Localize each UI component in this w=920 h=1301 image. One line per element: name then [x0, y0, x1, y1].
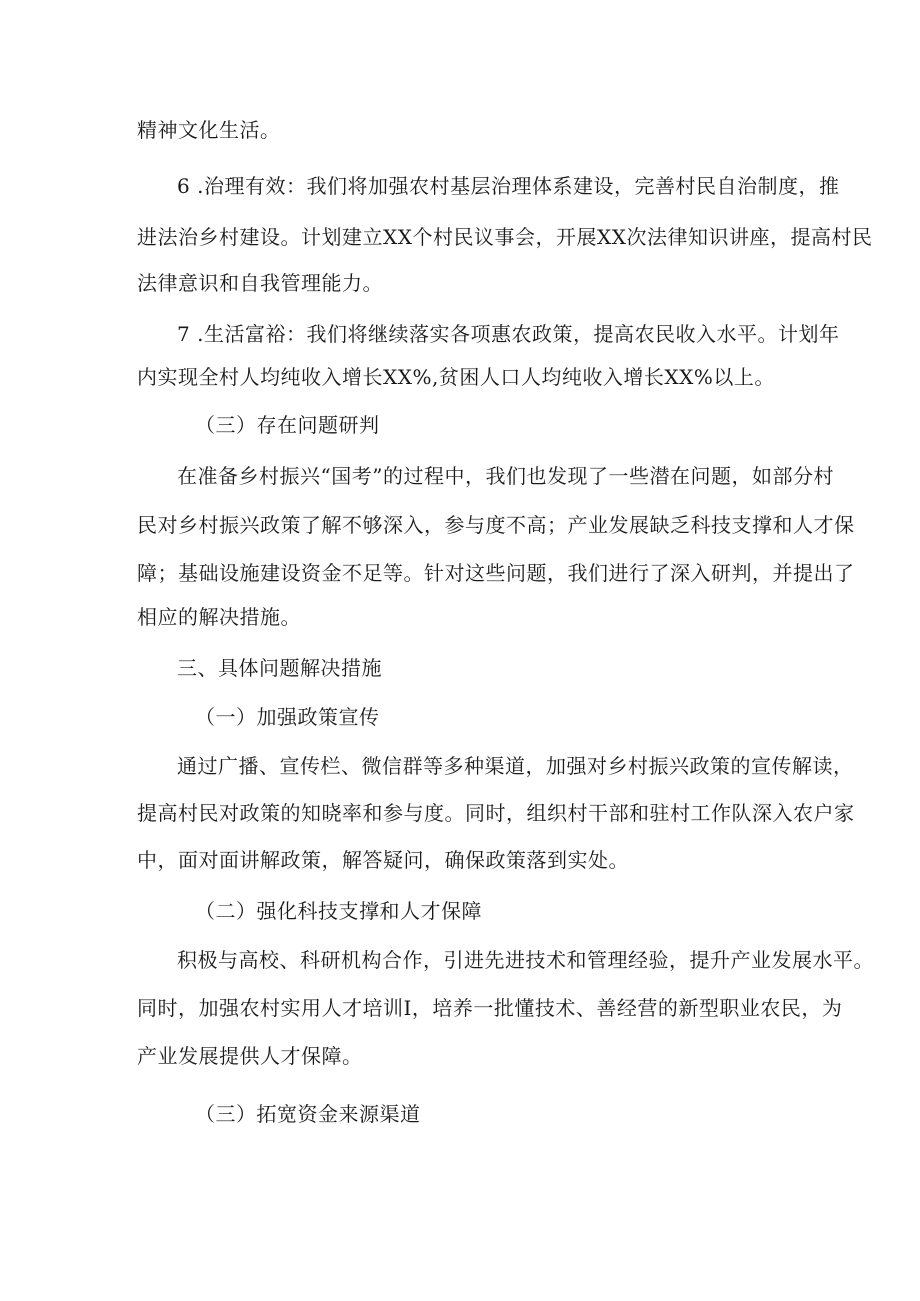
paragraph-line: 积极与高校、科研机构合作，引进先进技术和管理经验，提升产业发展水平。 — [177, 948, 874, 972]
paragraph-line: 中，面对面讲解政策，解答疑问，确保政策落到实处。 — [137, 848, 629, 872]
paragraph-line: 提高村民对政策的知晓率和参与度。同时，组织村干部和驻村工作队深入农户家 — [137, 801, 855, 825]
section-heading: （三）存在问题研判 — [195, 413, 380, 437]
paragraph-line: 产业发展提供人才保障。 — [137, 1044, 363, 1068]
paragraph-line: 障；基础设施建设资金不足等。针对这些问题，我们进行了深入研判，并提出了 — [137, 561, 855, 585]
paragraph-line: 相应的解决措施。 — [137, 605, 301, 629]
list-item-6-line-1: 6 .治理有效：我们将加强农村基层治理体系建设，完善村民自治制度，推 — [177, 174, 840, 198]
paragraph-line: 民对乡村振兴政策了解不够深入，参与度不高；产业发展缺乏科技支撑和人才保 — [137, 513, 855, 537]
list-item-6-line-2: 进法治乡村建设。计划建立XX个村民议事会，开展XX次法律知识讲座，提高村民 — [137, 225, 873, 249]
paragraph-line: 精神文化生活。 — [137, 118, 281, 142]
section-heading: （三）拓宽资金来源渠道 — [195, 1102, 421, 1126]
paragraph-line: 通过广播、宣传栏、微信群等多种渠道，加强对乡村振兴政策的宣传解读， — [177, 754, 854, 778]
list-item-6-line-3: 法律意识和自我管理能力。 — [137, 271, 383, 295]
section-heading: （一）加强政策宣传 — [195, 705, 380, 729]
section-heading: （二）强化科技支撑和人才保障 — [195, 899, 482, 923]
chapter-heading: 三、具体问题解决措施 — [177, 656, 382, 680]
paragraph-line: 在准备乡村振兴“国考”的过程中，我们也发现了一些潜在问题，如部分村 — [177, 464, 834, 488]
list-item-7-line-1: 7 .生活富裕：我们将继续落实各项惠农政策，提高农民收入水平。计划年 — [177, 322, 840, 346]
list-item-7-line-2: 内实现全村人均纯收入增长XX%,贫困人口人均纯收入增长XX%以上。 — [137, 365, 775, 389]
paragraph-line: 同时，加强农村实用人才培训I，培养一批懂技术、善经营的新型职业农民，为 — [137, 996, 843, 1020]
